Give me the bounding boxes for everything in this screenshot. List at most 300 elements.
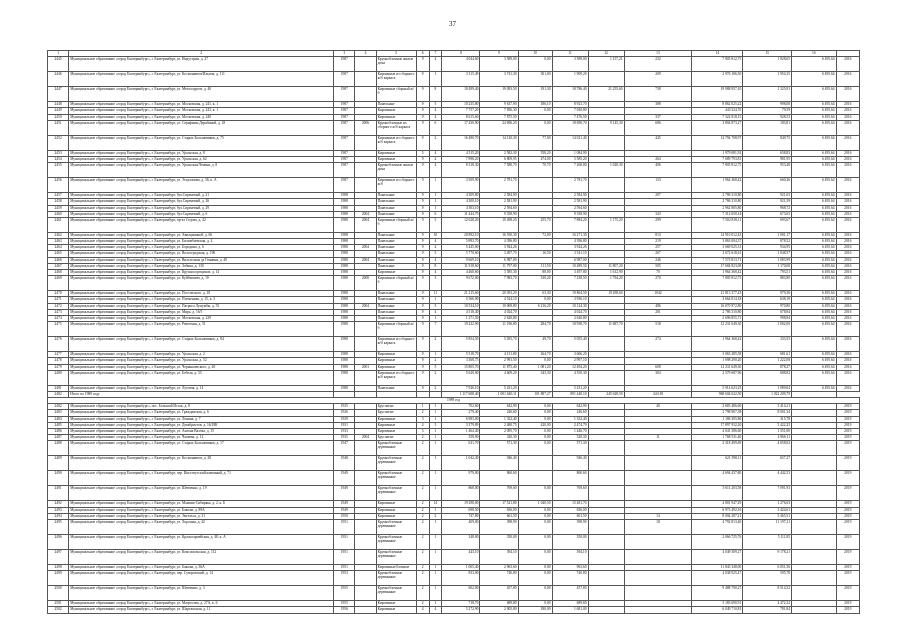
living-area: 398,90	[480, 519, 518, 534]
address: Муниципальное образование «город Екатеринбург», г. Екатеринбург, ул. Индустрии, д. 27	[69, 57, 334, 72]
wall-material: Кирпичные	[376, 507, 416, 513]
renovation-year	[355, 486, 376, 501]
living-area: 457,80	[480, 586, 518, 601]
address: Муниципальное образование «город Екатеринбург», г. Екатеринбург, ул. Авиационной, д. 66	[69, 232, 334, 238]
repair-cost: 12 231 649,30	[692, 364, 743, 370]
private-area: 14 021,40	[552, 135, 588, 150]
floors: 9	[416, 270, 429, 276]
floors: 9	[416, 120, 429, 135]
planned-year: 2016	[836, 270, 859, 276]
private-area: 6 987,00	[552, 257, 588, 263]
private-area: 10 124,30	[552, 303, 588, 309]
floors: 5	[416, 150, 429, 156]
floors: 9	[416, 156, 429, 162]
row-number: 2502	[48, 607, 69, 613]
address: Муниципальное образование «город Екатеринбург», г. Екатеринбург, бул.Сиреневый, д. 26	[69, 199, 334, 205]
municipal-area: 1 028,30	[588, 163, 624, 178]
residents: 813	[624, 232, 692, 238]
cost-per-sqm: 1 222,08	[743, 358, 792, 364]
row-number: 2475	[48, 322, 69, 337]
planned-year: 2016	[836, 57, 859, 72]
max-cost-per-sqm: 6 495,64	[792, 57, 837, 72]
entrances: 1	[429, 178, 442, 193]
planned-year: 2019	[836, 519, 859, 534]
total-area: 979,00	[442, 471, 480, 486]
max-cost-per-sqm: 6 495,64	[792, 156, 837, 162]
address: Муниципальное образование «город Екатеринбург», г. Екатеринбург, ул. Хорошая, д. 42	[69, 519, 334, 534]
living-area: 4 131,80	[480, 352, 518, 358]
wall-material: Кирпичные	[376, 364, 416, 370]
build-year: 1988	[334, 358, 355, 364]
cost-per-sqm: 921,59	[743, 199, 792, 205]
table-row	[48, 456, 860, 471]
floors: 9	[416, 245, 429, 251]
entrances: 1	[429, 564, 442, 570]
cost-per-sqm: 3 465,51	[743, 513, 792, 519]
private-area: 3 589,00	[552, 57, 588, 72]
entrances: 4	[429, 114, 442, 120]
wall-material: Панельные	[376, 245, 416, 251]
living-area: 11 196,80	[480, 322, 518, 337]
entrances: 1	[429, 205, 442, 211]
renovation-year: 2004	[355, 257, 376, 263]
register-table-container	[47, 50, 860, 614]
repair-cost: 3 063 285,58	[692, 352, 743, 358]
row-number: 2485	[48, 422, 69, 428]
wall-material: Панельные	[376, 303, 416, 309]
floors: 9	[416, 385, 429, 391]
entrances: 2	[429, 385, 442, 391]
renovation-year	[355, 441, 376, 456]
total-area: 868,00	[442, 486, 480, 501]
total-area: 5 566,90	[442, 297, 480, 303]
planned-year: 2016	[836, 352, 859, 358]
cost-per-sqm: 998,08	[743, 102, 792, 108]
nonresidential-area: 0,00	[518, 57, 552, 72]
wall-material: Панельные	[376, 315, 416, 321]
municipal-area	[588, 441, 624, 456]
total-area: 4 309,80	[442, 193, 480, 199]
living-area: 2 594,60	[480, 205, 518, 211]
private-area: 1 352,40	[552, 416, 588, 422]
nonresidential-area: 0,00	[518, 513, 552, 519]
floors: 9	[416, 205, 429, 211]
residents: 1042	[624, 291, 692, 297]
entrances: 14	[429, 501, 442, 507]
wall-material: Крупноблочные деревянные	[376, 519, 416, 534]
residents: 686	[624, 120, 692, 135]
build-year: 1949	[334, 501, 355, 507]
renovation-year	[355, 471, 376, 486]
nonresidential-area: 16,50	[518, 251, 552, 257]
living-area: 2 991,50	[480, 358, 518, 364]
max-cost-per-sqm: 6 495,64	[792, 178, 837, 193]
residents: 608	[624, 364, 692, 370]
total-area: 747,80	[442, 513, 480, 519]
row-number: 2487	[48, 435, 69, 441]
row-number: 2462	[48, 232, 69, 238]
total-area: 409,00	[442, 519, 480, 534]
wall-material: Панельные	[376, 205, 416, 211]
living-area: 769,60	[480, 486, 518, 501]
address: Муниципальное образование «город Екатеринбург», г. Екатеринбург, ул. Серафимы Дерябиной, д. 18	[69, 120, 334, 135]
table-row	[48, 276, 860, 291]
planned-year: 2016	[836, 193, 859, 199]
floors: 9	[416, 57, 429, 72]
floors: 3	[416, 416, 429, 422]
address: Муниципальное образование «город Екатеринбург», г. Екатеринбург, ул. Уральская, д. 8	[69, 150, 334, 156]
max-cost-per-sqm: 6 495,64	[792, 303, 837, 309]
table-row	[48, 178, 860, 193]
repair-cost: 2 786 310,80	[692, 309, 743, 315]
cost-per-sqm: 1 954,35	[743, 72, 792, 87]
private-area: 350,00	[552, 534, 588, 549]
total-area: 3 315,49	[442, 72, 480, 87]
repair-cost: 3 804 873,27	[692, 120, 743, 135]
wall-material: Кирпичные из сборного ж/б каркаса	[376, 135, 416, 150]
cost-per-sqm: 681,61	[743, 352, 792, 358]
total-area: 5 893,70	[442, 239, 480, 245]
max-cost-per-sqm	[792, 571, 837, 586]
planned-year: 2016	[836, 205, 859, 211]
residents: 232	[624, 57, 692, 72]
floors: 9	[416, 309, 429, 315]
row-number: 2470	[48, 291, 69, 297]
municipal-area: 1 175,20	[588, 217, 624, 232]
floors: 2	[416, 435, 429, 441]
total-area: 6 983,00	[442, 416, 480, 422]
entrances: 6	[429, 211, 442, 217]
planned-year: 2016	[836, 114, 859, 120]
repair-cost: 3 669 025,31	[692, 245, 743, 251]
renovation-year: 2004	[355, 217, 376, 232]
nonresidential-area: 0,00	[518, 534, 552, 549]
build-year: 1951	[334, 549, 355, 564]
address: Муниципальное образование «город Екатеринбург», г. Екатеринбург, ул. Бебеля, д. 33	[69, 370, 334, 385]
residents: 343	[624, 211, 692, 217]
table-row	[48, 370, 860, 385]
address: Муниципальное образование «город Екатеринбург», г. Екатеринбург, пр-кт Седова, д. 42	[69, 217, 334, 232]
planned-year: 2019	[836, 471, 859, 486]
private-area: 740,80	[552, 571, 588, 586]
address: Муниципальное образование «город Екатеринбург», г. Екатеринбург, ул. Племенная, д. 15, к. 3	[69, 297, 334, 303]
municipal-area	[588, 607, 624, 613]
address: Муниципальное образование «город Екатеринбург», г. Екатеринбург, ул. Старых Большевиков, д. 84	[69, 337, 334, 352]
private-area: 457,80	[552, 586, 588, 601]
row-number: 2472	[48, 303, 69, 309]
repair-cost: 621 598,11	[692, 456, 743, 471]
floors: 9	[416, 199, 429, 205]
max-cost-per-sqm: 6 495,64	[792, 102, 837, 108]
build-year: 1987	[334, 57, 355, 72]
private-area: 9 358,90	[552, 211, 588, 217]
residents: 486	[624, 303, 692, 309]
entrances: 1	[429, 601, 442, 607]
private-area: 246,60	[552, 410, 588, 416]
column-number: 15	[743, 51, 792, 57]
repair-cost: 7 573 813,71	[692, 257, 743, 263]
entrances: 5	[429, 303, 442, 309]
entrances: 1	[429, 471, 442, 486]
municipal-area: 11 807,20	[588, 263, 624, 269]
private-area: 2 584,90	[552, 193, 588, 199]
floors: 2	[416, 513, 429, 519]
municipal-area	[588, 519, 624, 534]
planned-year: 2019	[836, 441, 859, 456]
private-area: 18 690,70	[552, 120, 588, 135]
wall-material: Брусчатые	[376, 404, 416, 410]
nonresidential-area: 72,00	[518, 232, 552, 238]
address: Муниципальное образование «город Екатеринбург», г. Екатеринбург, ул. Космонавтов, д. 28	[69, 456, 334, 471]
table-row	[48, 549, 860, 564]
living-area: 14 120,30	[480, 135, 518, 150]
max-cost-per-sqm: 6 495,64	[792, 217, 837, 232]
repair-cost: 2 962 805,80	[692, 205, 743, 211]
entrances: 1	[429, 435, 442, 441]
repair-cost: 2 683 486,60	[692, 404, 743, 410]
entrances: 1	[429, 486, 442, 501]
wall-material: Панельные	[376, 193, 416, 199]
living-area: 2 480,75	[480, 422, 518, 428]
floors: 2	[416, 456, 429, 471]
living-area: 642,90	[480, 404, 518, 410]
nonresidential-area: 0,00	[518, 486, 552, 501]
address: Муниципальное образование «город Екатеринбург», г. Екатеринбург, ул. Бажова, д. 89А	[69, 507, 334, 513]
build-year: 1947	[334, 441, 355, 456]
repair-cost: 7 805 812,75	[692, 163, 743, 178]
residents: 209	[624, 72, 692, 87]
wall-material: Кирпичные из сборного ж/б	[376, 178, 416, 193]
renovation-year	[355, 163, 376, 178]
address: Муниципальное образование «город Екатеринбург», г. Екатеринбург, ул. Уральская, д. 52	[69, 358, 334, 364]
floors: 2	[416, 549, 429, 564]
cost-per-sqm: 5 422,25	[743, 422, 792, 428]
planned-year: 2016	[836, 303, 859, 309]
build-year: 1925	[334, 404, 355, 410]
municipal-area	[588, 549, 624, 564]
living-area: 9 637,90	[480, 102, 518, 108]
floors: 4	[416, 422, 429, 428]
repair-cost: 3 672 618,61	[692, 251, 743, 257]
build-year: 1988	[334, 263, 355, 269]
repair-cost: 1 964 368,42	[692, 178, 743, 193]
total-area: 11 918,60	[442, 263, 480, 269]
build-year: 1988	[334, 239, 355, 245]
entrances: 6	[429, 120, 442, 135]
planned-year: 2019	[836, 534, 859, 549]
private-area: 2 594,60	[552, 205, 588, 211]
build-year: 1955	[334, 586, 355, 601]
total-area: 10 534,10	[442, 303, 480, 309]
entrances: 1	[429, 193, 442, 199]
nonresidential-area: 0,00	[518, 564, 552, 570]
entrances: 1	[429, 72, 442, 87]
planned-year: 2016	[836, 163, 859, 178]
cost-per-sqm: 849,75	[743, 135, 792, 150]
municipal-area	[588, 178, 624, 193]
planned-year: 2016	[836, 385, 859, 391]
cost-per-sqm: 981,95	[743, 156, 792, 162]
row-number: 2482	[48, 404, 69, 410]
private-area: 2 620,80	[552, 315, 588, 321]
total-area: 5 620,00	[442, 370, 480, 385]
wall-material: Кирпичные	[376, 416, 416, 422]
nonresidential-area: 0,00	[518, 416, 552, 422]
planned-year: 2016	[836, 211, 859, 217]
wall-material: Панельные	[376, 291, 416, 297]
total-area: 18 499,40	[442, 87, 480, 102]
total-area: 1 065,40	[442, 564, 480, 570]
cost-per-sqm: 953,48	[743, 163, 792, 178]
living-area: 5 055,70	[480, 337, 518, 352]
repair-cost: 8 004 287,21	[692, 513, 743, 519]
floors: 2	[416, 601, 429, 607]
build-year: 1988	[334, 251, 355, 257]
address: Муниципальное образование «город Екатеринбург», г. Екатеринбург, ул. Бородина, д. 6	[69, 245, 334, 251]
build-year: 1988	[334, 193, 355, 199]
private-area: 7 238,50	[552, 276, 588, 291]
total-area: 5 445,00	[442, 245, 480, 251]
entrances: 2	[429, 337, 442, 352]
residents: 445	[624, 135, 692, 150]
repair-cost: 5 914 623,25	[692, 385, 743, 391]
living-area: 10 069,80	[480, 303, 518, 309]
max-cost-per-sqm	[792, 441, 837, 456]
floors: 9	[416, 251, 429, 257]
municipal-area: 1 157,21	[588, 57, 624, 72]
living-area: 6 809,95	[480, 156, 518, 162]
address: Муниципальное образование «город Екатеринбург», г. Екатеринбург, ул. Постовского, д. 18	[69, 291, 334, 297]
planned-year: 2019	[836, 507, 859, 513]
living-area: 20 053,20	[480, 291, 518, 297]
row-number: 2478	[48, 358, 69, 364]
entrances: 5	[429, 217, 442, 232]
row-number: 2499	[48, 571, 69, 586]
private-area: 642,90	[552, 404, 588, 410]
residents: 267	[624, 251, 692, 257]
address: Муниципальное образование «город Екатеринбург», г. Екатеринбург, ул. Куйбышева, д. 19	[69, 276, 334, 291]
cost-per-sqm: 11 197,21	[743, 519, 792, 534]
wall-material: Крупноблочные деревянные	[376, 586, 416, 601]
address: Муниципальное образование «город Екатеринбург», г. Екатеринбург, ул. Луговая, д. 14	[69, 385, 334, 391]
residents: 505	[624, 263, 692, 269]
entrances: 4	[429, 239, 442, 245]
living-area: 2 005,80	[480, 607, 518, 613]
wall-material: Кирпичные	[376, 607, 416, 613]
entrances: 4	[429, 607, 442, 613]
residents: 738	[624, 87, 692, 102]
cost-per-sqm: 658,83	[743, 150, 792, 156]
wall-material: Панельные	[376, 232, 416, 238]
floors: 9	[416, 337, 429, 352]
row-number: 2483	[48, 410, 69, 416]
address: Муниципальное образование «город Екатеринбург», г. Екатеринбург, ул. Шевченко, д. 3	[69, 586, 334, 601]
entrances: 1	[429, 429, 442, 435]
private-area: 16 271,30	[552, 232, 588, 238]
address: Муниципальное образование «город Екатеринбург», г. Екатеринбург, пер. Институтский каменный, д. 71	[69, 471, 334, 486]
wall-material: Кирпичные	[376, 501, 416, 507]
total-area: 5 518,70	[442, 352, 480, 358]
build-year: 1988	[334, 352, 355, 358]
private-area: 571,30	[552, 441, 588, 456]
floors: 9	[416, 72, 429, 87]
living-area: 4 024,70	[480, 309, 518, 315]
municipal-area	[588, 337, 624, 352]
residents: 14	[624, 513, 692, 519]
planned-year: 2016	[836, 276, 859, 291]
private-area: 320,30	[552, 435, 588, 441]
total-area: 833,00	[442, 571, 480, 586]
total-area: 1 042,40	[442, 456, 480, 471]
max-cost-per-sqm: 6 495,64	[792, 257, 837, 263]
total-area: 1 464,40	[442, 429, 480, 435]
repair-cost: 2 786 310,80	[692, 199, 743, 205]
build-year: 1988	[334, 303, 355, 309]
repair-cost: 968 604 622,50	[692, 391, 743, 397]
repair-cost: 2 798 967,38	[692, 410, 743, 416]
total-area: 20 892,10	[442, 232, 480, 238]
living-area: 17 521,80	[480, 501, 518, 507]
residents	[624, 534, 692, 549]
row-number: 2500	[48, 586, 69, 601]
repair-cost: 12 231 649,30	[692, 322, 743, 337]
municipal-area	[588, 72, 624, 87]
cost-per-sqm: 4 966,11	[743, 435, 792, 441]
planned-year: 2019	[836, 435, 859, 441]
nonresidential-area: 0,00	[518, 404, 552, 410]
max-cost-per-sqm	[792, 534, 837, 549]
total-area: 4 303,10	[442, 205, 480, 211]
total-area: 4 300,10	[442, 199, 480, 205]
repair-cost: 5 611 203,58	[692, 486, 743, 501]
nonresidential-area	[518, 471, 552, 486]
private-area: 4 396,80	[552, 239, 588, 245]
floors: 9	[416, 358, 429, 364]
planned-year: 2019	[836, 607, 859, 613]
max-cost-per-sqm: 6 495,64	[792, 322, 837, 337]
floors: 9	[416, 263, 429, 269]
wall-material: Кирпичные	[376, 422, 416, 428]
municipal-area: 11 687,70	[588, 322, 624, 337]
address: Муниципальное образование «город Екатеринбург», г. Екатеринбург, ул. Зобина, д. 130	[69, 263, 334, 269]
nonresidential-area: 0,00	[518, 108, 552, 114]
column-number: 4	[355, 51, 376, 57]
cost-per-sqm: 79,59	[743, 108, 792, 114]
total-area: 19 222,90	[442, 322, 480, 337]
municipal-area	[588, 486, 624, 501]
total-area: 9 672,00	[442, 276, 480, 291]
row-number: 2454	[48, 156, 69, 162]
build-year: 1987	[334, 114, 355, 120]
entrances: 1	[429, 441, 442, 456]
private-area: 2 781,70	[552, 178, 588, 193]
total-area: 358,90	[442, 435, 480, 441]
floors: 9	[416, 193, 429, 199]
residents: 133	[624, 178, 692, 193]
nonresidential-area: 6 216,20	[518, 303, 552, 309]
entrances: 4	[429, 150, 442, 156]
row-number: 2496	[48, 534, 69, 549]
column-number: 1	[48, 51, 69, 57]
living-area: 10 498,20	[480, 217, 518, 232]
renovation-year	[355, 87, 376, 102]
living-area: 3 589,00	[480, 57, 518, 72]
living-area: 7 983,70	[480, 276, 518, 291]
table-row	[48, 87, 860, 102]
row-number: 2491	[48, 486, 69, 501]
column-number: 2	[69, 51, 334, 57]
max-cost-per-sqm: 6 495,64	[792, 211, 837, 217]
